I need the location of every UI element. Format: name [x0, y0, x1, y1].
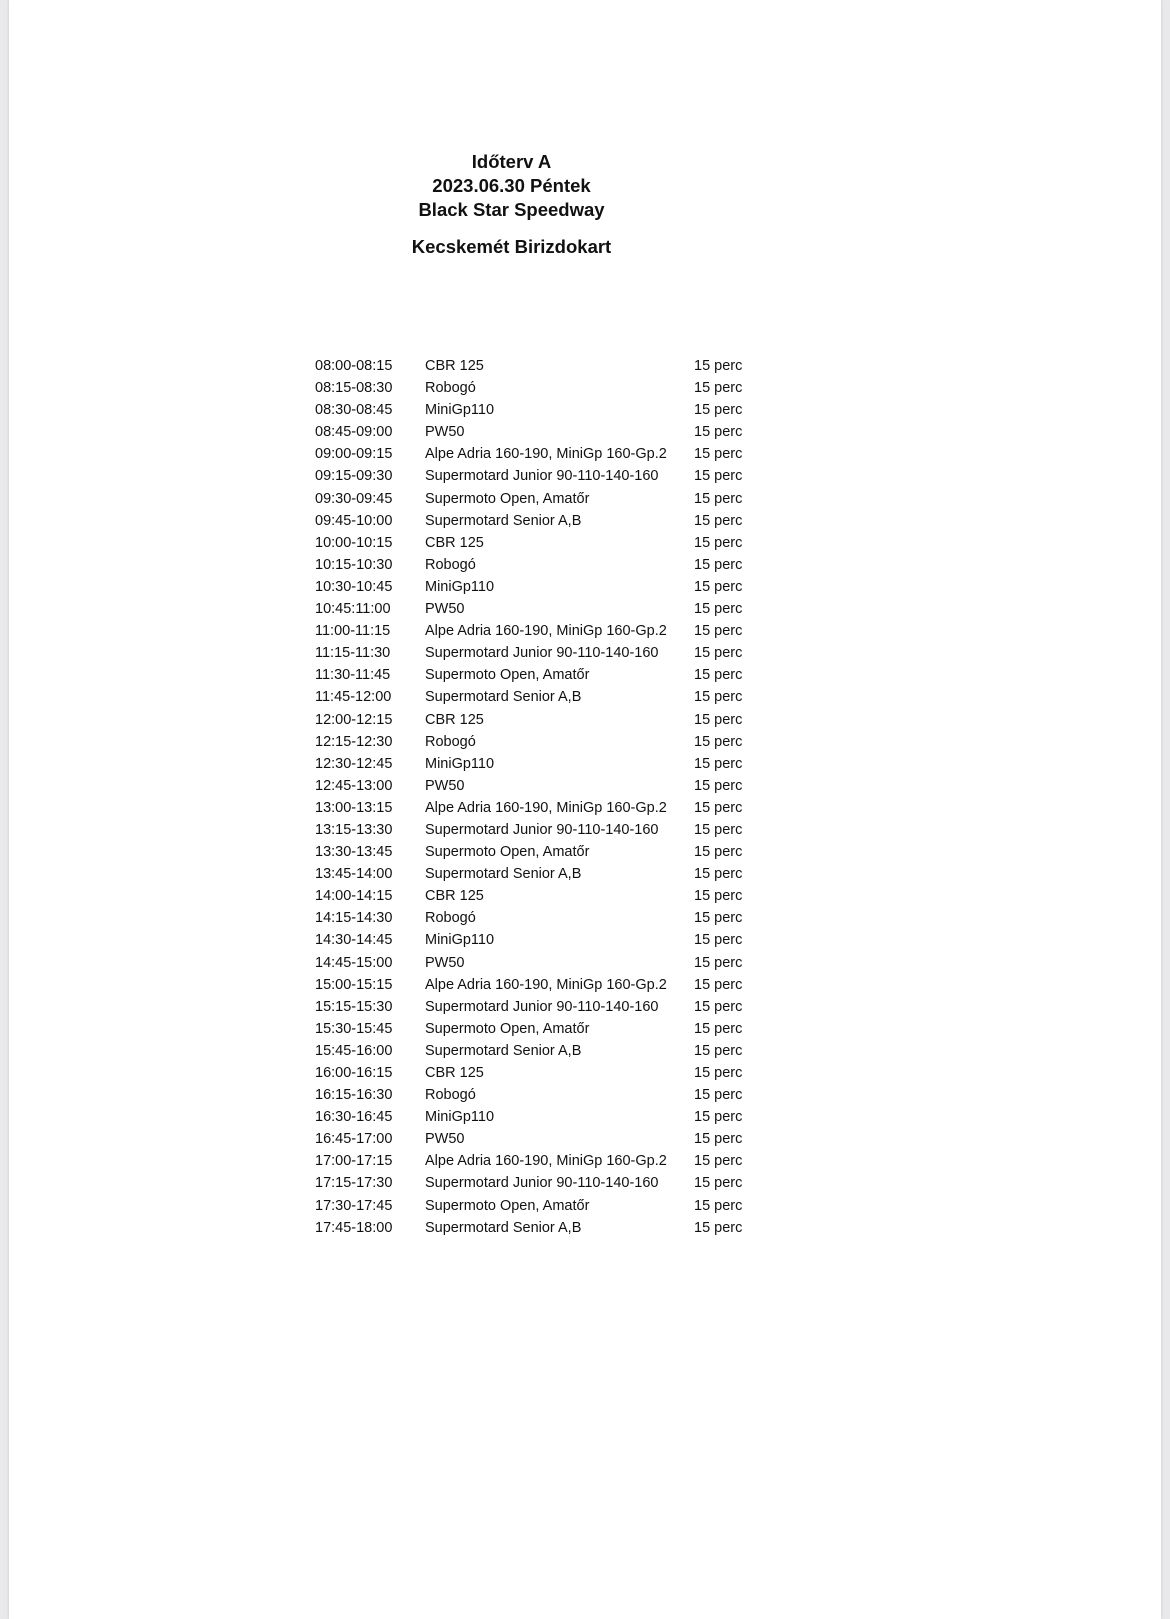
- session-duration: 15 perc: [694, 711, 743, 728]
- session-class: Supermoto Open, Amatőr: [425, 667, 590, 684]
- session-class: Robogó: [425, 1087, 476, 1104]
- session-class: CBR 125: [425, 711, 484, 728]
- session-duration: 15 perc: [694, 689, 743, 706]
- session-time: 12:30-12:45: [315, 755, 393, 772]
- session-class: Supermotard Junior 90-110-140-160: [425, 821, 659, 838]
- session-time: 16:15-16:30: [315, 1087, 393, 1104]
- session-duration: 15 perc: [694, 976, 743, 993]
- session-class: Robogó: [425, 733, 476, 750]
- session-duration: 15 perc: [694, 1020, 743, 1037]
- session-time: 09:45-10:00: [315, 512, 393, 529]
- session-duration: 15 perc: [694, 733, 743, 750]
- session-class: Supermoto Open, Amatőr: [425, 1197, 590, 1214]
- session-class: Supermotard Senior A,B: [425, 1042, 582, 1059]
- session-time: 10:00-10:15: [315, 534, 393, 551]
- session-time: 11:15-11:30: [315, 645, 391, 662]
- session-class: MiniGp110: [425, 578, 495, 595]
- session-class: Supermotard Junior 90-110-140-160: [425, 998, 659, 1015]
- session-class: PW50: [425, 777, 465, 794]
- session-duration: 15 perc: [694, 424, 743, 441]
- session-class: Alpe Adria 160-190, MiniGp 160-Gp.2: [425, 976, 667, 993]
- session-class: Supermotard Senior A,B: [425, 689, 582, 706]
- session-duration: 15 perc: [694, 512, 743, 529]
- session-time: 12:15-12:30: [315, 733, 393, 750]
- session-time: 14:15-14:30: [315, 910, 393, 927]
- event-date: 2023.06.30 Péntek: [432, 175, 591, 196]
- session-class: Supermotard Junior 90-110-140-160: [425, 645, 659, 662]
- session-duration: 15 perc: [694, 556, 743, 573]
- session-duration: 15 perc: [694, 578, 743, 595]
- session-time: 15:00-15:15: [315, 976, 393, 993]
- session-duration: 15 perc: [694, 534, 743, 551]
- session-duration: 15 perc: [694, 380, 743, 397]
- session-time: 12:00-12:15: [315, 711, 393, 728]
- session-class: Supermotard Senior A,B: [425, 1219, 582, 1236]
- session-time: 11:30-11:45: [315, 667, 391, 684]
- session-class: MiniGp110: [425, 402, 495, 419]
- session-duration: 15 perc: [694, 1109, 743, 1126]
- session-duration: 15 perc: [694, 468, 743, 485]
- session-class: PW50: [425, 1131, 465, 1148]
- session-class: Supermoto Open, Amatőr: [425, 490, 590, 507]
- session-class: Robogó: [425, 556, 476, 573]
- session-class: Robogó: [425, 910, 476, 927]
- session-time: 15:45-16:00: [315, 1042, 393, 1059]
- session-class: MiniGp110: [425, 1109, 495, 1126]
- session-time: 13:00-13:15: [315, 799, 393, 816]
- session-duration: 15 perc: [694, 667, 743, 684]
- session-class: PW50: [425, 601, 465, 618]
- session-class: Supermoto Open, Amatőr: [425, 844, 590, 861]
- document-page: [9, 0, 1161, 1619]
- session-duration: 15 perc: [694, 755, 743, 772]
- session-duration: 15 perc: [694, 446, 743, 463]
- session-time: 15:30-15:45: [315, 1020, 393, 1037]
- session-duration: 15 perc: [694, 888, 743, 905]
- session-time: 10:45:11:00: [315, 601, 391, 618]
- session-duration: 15 perc: [694, 358, 743, 374]
- session-time: 14:00-14:15: [315, 888, 393, 905]
- session-time: 17:30-17:45: [315, 1197, 393, 1214]
- session-duration: 15 perc: [694, 1087, 743, 1104]
- session-duration: 15 perc: [694, 799, 743, 816]
- session-class: Supermoto Open, Amatőr: [425, 1020, 590, 1037]
- session-duration: 15 perc: [694, 1197, 743, 1214]
- session-time: 13:45-14:00: [315, 866, 393, 883]
- session-class: Robogó: [425, 380, 476, 397]
- session-duration: 15 perc: [694, 623, 743, 640]
- session-time: 08:00-08:15: [315, 358, 393, 374]
- session-time: 10:30-10:45: [315, 578, 393, 595]
- session-class: Supermotard Junior 90-110-140-160: [425, 1175, 659, 1192]
- session-duration: 15 perc: [694, 1042, 743, 1059]
- session-class: MiniGp110: [425, 932, 495, 949]
- session-duration: 15 perc: [694, 910, 743, 927]
- session-duration: 15 perc: [694, 601, 743, 618]
- session-class: Alpe Adria 160-190, MiniGp 160-Gp.2: [425, 446, 667, 463]
- venue-name: Black Star Speedway: [418, 199, 605, 220]
- session-duration: 15 perc: [694, 1153, 743, 1170]
- session-class: Alpe Adria 160-190, MiniGp 160-Gp.2: [425, 623, 667, 640]
- document-title: Időterv A: [471, 151, 552, 172]
- session-time: 17:45-18:00: [315, 1219, 393, 1236]
- session-time: 09:15-09:30: [315, 468, 393, 485]
- session-duration: 15 perc: [694, 954, 743, 971]
- session-duration: 15 perc: [694, 1219, 743, 1236]
- session-class: Alpe Adria 160-190, MiniGp 160-Gp.2: [425, 1153, 667, 1170]
- session-class: PW50: [425, 954, 465, 971]
- session-class: Supermotard Senior A,B: [425, 866, 582, 883]
- session-class: PW50: [425, 424, 465, 441]
- session-duration: 15 perc: [694, 866, 743, 883]
- session-duration: 15 perc: [694, 932, 743, 949]
- session-time: 17:00-17:15: [315, 1153, 393, 1170]
- session-time: 12:45-13:00: [315, 777, 393, 794]
- session-time: 13:30-13:45: [315, 844, 393, 861]
- session-duration: 15 perc: [694, 998, 743, 1015]
- session-duration: 15 perc: [694, 490, 743, 507]
- session-duration: 15 perc: [694, 1175, 743, 1192]
- session-time: 13:15-13:30: [315, 821, 393, 838]
- session-time: 11:00-11:15: [315, 623, 391, 640]
- session-class: CBR 125: [425, 534, 484, 551]
- session-time: 16:00-16:15: [315, 1065, 393, 1081]
- document-header: [9, 150, 1014, 259]
- session-time: 09:30-09:45: [315, 490, 393, 507]
- session-time: 08:45-09:00: [315, 424, 393, 441]
- session-time: 10:15-10:30: [315, 556, 393, 573]
- session-duration: 15 perc: [694, 777, 743, 794]
- document-subtitle: Kecskemét Birizdokart: [411, 236, 612, 257]
- session-duration: 15 perc: [694, 1065, 743, 1081]
- session-time: 17:15-17:30: [315, 1175, 393, 1192]
- session-duration: 15 perc: [694, 645, 743, 662]
- session-class: MiniGp110: [425, 755, 495, 772]
- session-class: Alpe Adria 160-190, MiniGp 160-Gp.2: [425, 799, 667, 816]
- session-duration: 15 perc: [694, 821, 743, 838]
- session-time: 14:45-15:00: [315, 954, 393, 971]
- session-class: CBR 125: [425, 888, 484, 905]
- session-class: Supermotard Junior 90-110-140-160: [425, 468, 659, 485]
- session-class: CBR 125: [425, 358, 484, 374]
- session-duration: 15 perc: [694, 402, 743, 419]
- session-class: Supermotard Senior A,B: [425, 512, 582, 529]
- session-time: 08:30-08:45: [315, 402, 393, 419]
- session-class: CBR 125: [425, 1065, 484, 1081]
- session-time: 16:30-16:45: [315, 1109, 393, 1126]
- session-time: 08:15-08:30: [315, 380, 393, 397]
- session-time: 09:00-09:15: [315, 446, 393, 463]
- session-duration: 15 perc: [694, 844, 743, 861]
- session-time: 11:45-12:00: [315, 689, 392, 706]
- session-time: 16:45-17:00: [315, 1131, 393, 1148]
- session-duration: 15 perc: [694, 1131, 743, 1148]
- session-time: 15:15-15:30: [315, 998, 393, 1015]
- session-time: 14:30-14:45: [315, 932, 393, 949]
